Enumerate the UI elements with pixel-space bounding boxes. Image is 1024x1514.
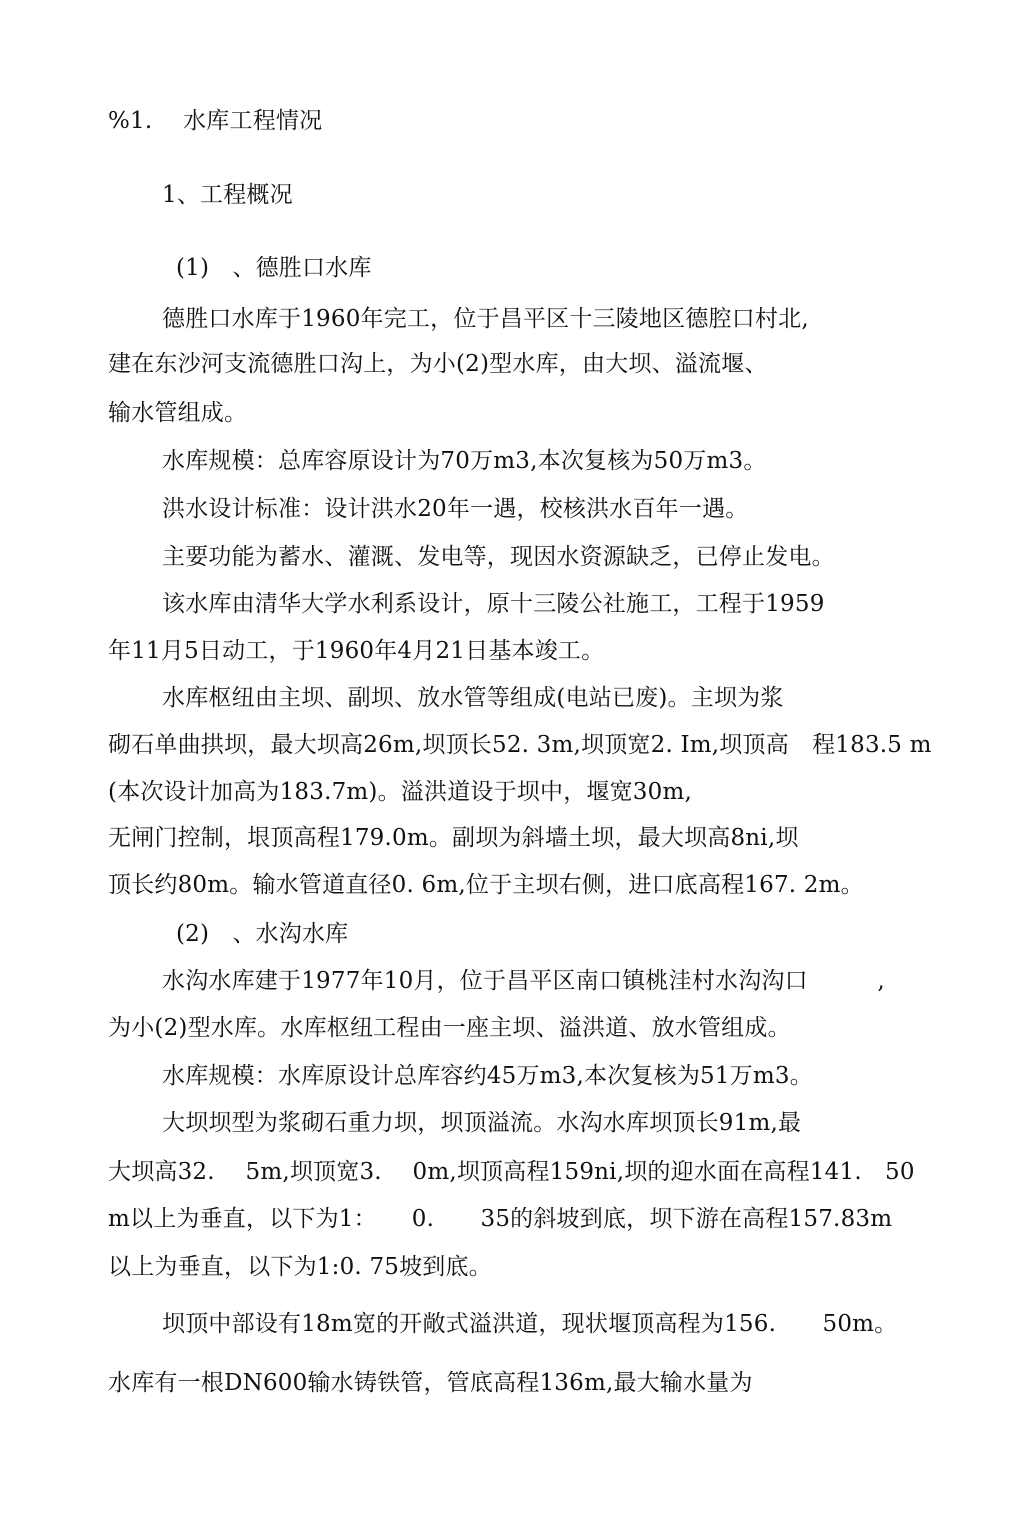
subsection-heading: 1、工程概况 <box>162 182 293 208</box>
paragraph-line: 洪水设计标准：设计洪水20年一遇，校核洪水百年一遇。 <box>162 496 749 522</box>
paragraph-line: 顶长约80m。输水管道直径0. 6m,位于主坝右侧，进口底高程167. 2m。 <box>108 872 864 898</box>
paragraph-line: 水库枢纽由主坝、副坝、放水管等组成(电站已废)。主坝为浆 <box>162 685 784 711</box>
item-heading-reservoir-2: (2) 、水沟水库 <box>176 921 349 947</box>
paragraph-line: 水沟水库建于1977年10月，位于昌平区南口镇桃洼村水沟沟口 , <box>162 968 885 994</box>
paragraph-line: 水库规模：总库容原设计为70万m3,本次复核为50万m3。 <box>162 448 767 474</box>
paragraph-line: 该水库由清华大学水利系设计，原十三陵公社施工，工程于1959 <box>162 591 825 617</box>
paragraph-line: 无闸门控制，垠顶高程179.0m。副坝为斜墙土坝，最大坝高8ni,坝 <box>108 825 799 851</box>
paragraph-line: 以上为垂直，以下为1:0. 75坡到底。 <box>108 1254 492 1280</box>
paragraph-line: 主要功能为蓄水、灌溉、发电等，现因水资源缺乏，已停止发电。 <box>162 544 835 570</box>
paragraph-line: 为小(2)型水库。水库枢纽工程由一座主坝、溢洪道、放水管组成。 <box>108 1015 791 1041</box>
section-heading: %1. 水库工程情况 <box>108 108 323 134</box>
item-heading-reservoir-1: (1) 、德胜口水库 <box>176 255 372 281</box>
paragraph-line: 建在东沙河支流德胜口沟上，为小(2)型水库，由大坝、溢流堰、 <box>108 351 768 377</box>
paragraph-line: 年11月5日动工，于1960年4月21日基本竣工。 <box>108 638 605 664</box>
paragraph-line: 坝顶中部设有18m宽的开敞式溢洪道，现状堰顶高程为156. 50m。 <box>162 1311 898 1337</box>
paragraph-line: 德胜口水库于1960年完工，位于昌平区十三陵地区德腔口村北, <box>162 306 809 332</box>
paragraph-line: m以上为垂直，以下为1： 0. 35的斜坡到底，坝下游在高程157.83m <box>108 1206 893 1232</box>
paragraph-line: 大坝坝型为浆砌石重力坝，坝顶溢流。水沟水库坝顶长91m,最 <box>162 1110 802 1136</box>
paragraph-line: 砌石单曲拱坝，最大坝高26m,坝顶长52. 3m,坝顶宽2. Im,坝顶高 程183.5 m <box>108 732 932 758</box>
paragraph-line: 输水管组成。 <box>108 400 248 426</box>
paragraph-line: 水库规模：水库原设计总库容约45万m3,本次复核为51万m3。 <box>162 1063 813 1089</box>
paragraph-line: 大坝高32. 5m,坝顶宽3. 0m,坝顶高程159ni,坝的迎水面在高程141. 50 <box>108 1159 915 1185</box>
paragraph-line: 水库有一根DN600输水铸铁管，管底高程136m,最大输水量为 <box>108 1370 753 1396</box>
paragraph-line: (本次设计加高为183.7m)。溢洪道设于坝中，堰宽30m, <box>108 779 692 805</box>
